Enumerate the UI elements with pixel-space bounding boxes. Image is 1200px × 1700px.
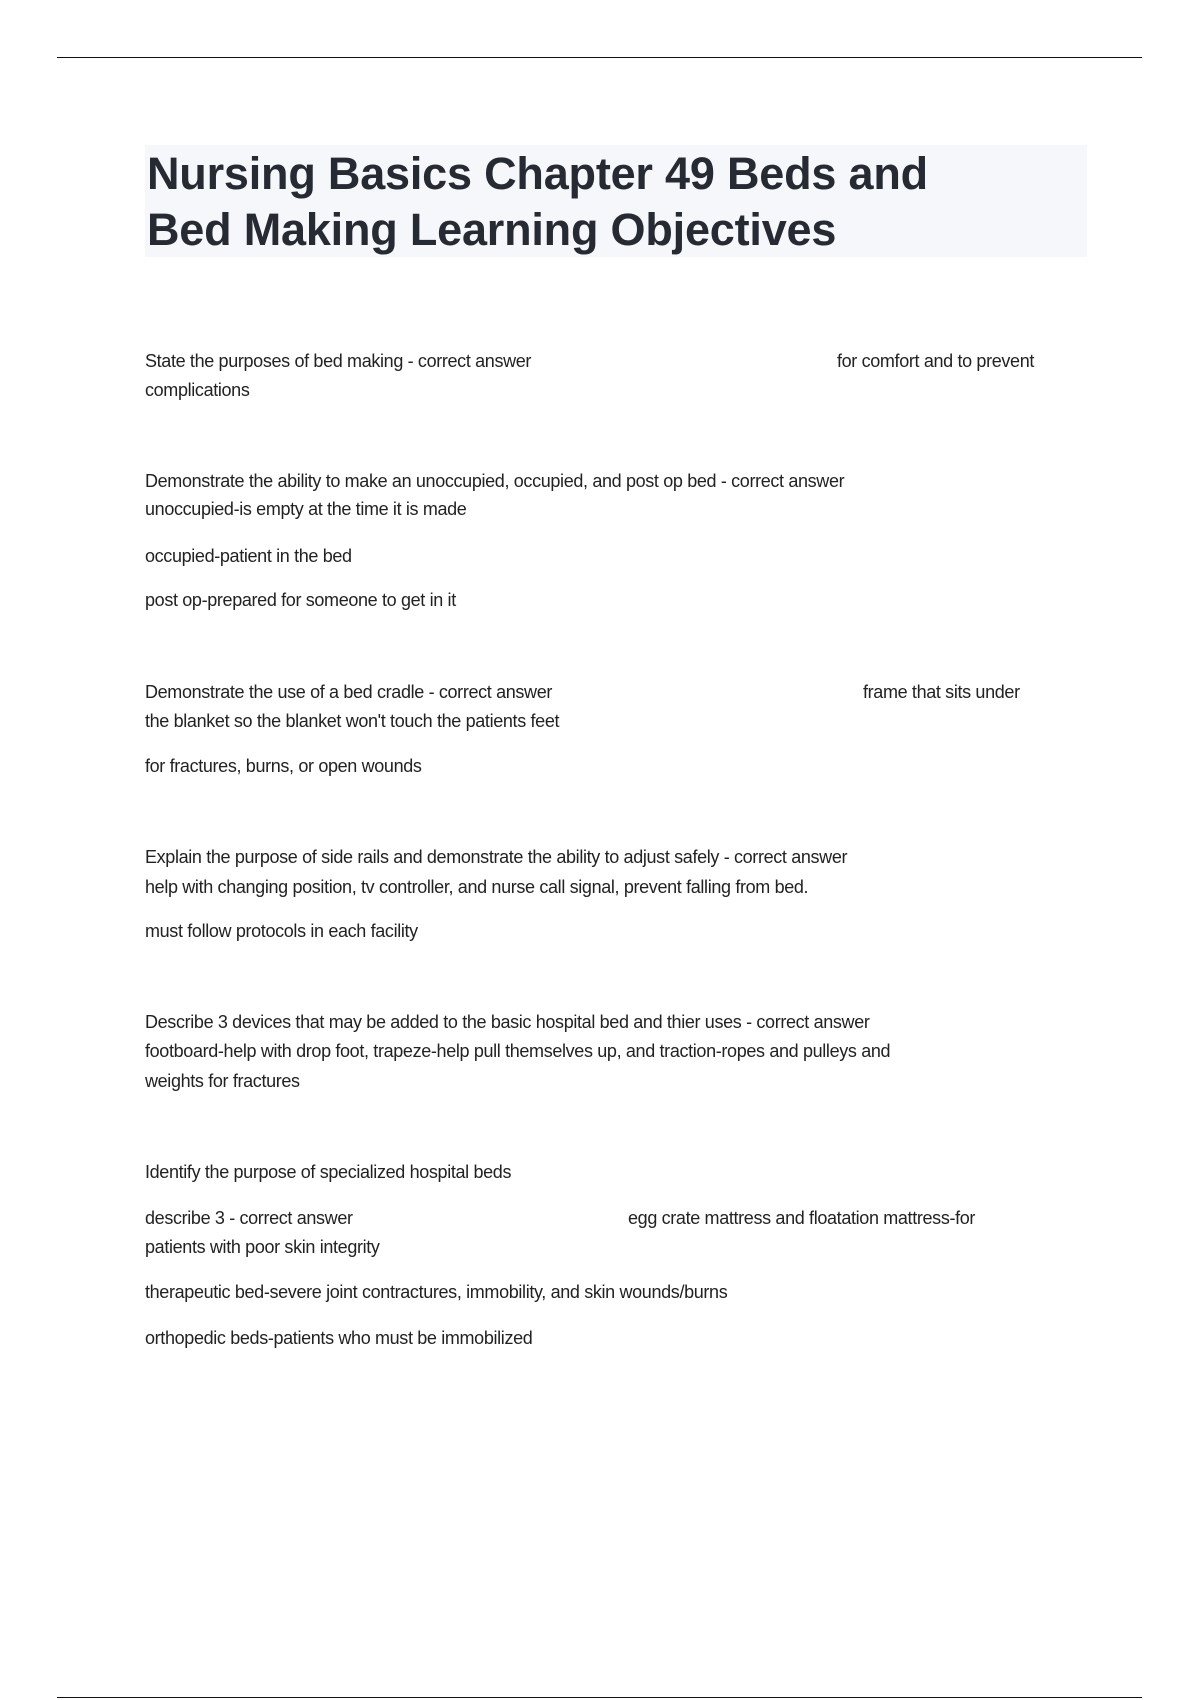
answer-5-line: weights for fractures [145, 1071, 300, 1091]
answer-4-line: must follow protocols in each facility [145, 921, 418, 941]
answer-5-line: footboard-help with drop foot, trapeze-help pull themselves up, and traction-ropes and pulleys and [145, 1041, 891, 1061]
question-5: Describe 3 devices that may be added to the basic hospital bed and thier uses - correct answer [145, 1012, 870, 1032]
bottom-rule [57, 1697, 1142, 1698]
answer-6-line: therapeutic bed-severe joint contractures, immobility, and skin wounds/burns [145, 1282, 728, 1302]
answer-6-line: patients with poor skin integrity [145, 1237, 380, 1257]
answer-3-line: the blanket so the blanket won't touch the patients feet [145, 711, 560, 731]
top-rule [57, 57, 1142, 58]
question-6-sub: describe 3 - correct answer [145, 1208, 353, 1228]
answer-3-start: frame that sits under [863, 682, 1020, 702]
question-4: Explain the purpose of side rails and demonstrate the ability to adjust safely - correct answer [145, 847, 848, 867]
page-title [147, 146, 928, 258]
answer-2-line: post op-prepared for someone to get in it [145, 590, 456, 610]
question-6: Identify the purpose of specialized hospital beds [145, 1162, 512, 1182]
answer-6-line: orthopedic beds-patients who must be immobilized [145, 1328, 533, 1348]
title-line-2: Bed Making Learning Objectives [147, 204, 837, 255]
answer-1-start: for comfort and to prevent [837, 351, 1035, 371]
question-2: Demonstrate the ability to make an unoccupied, occupied, and post op bed - correct answer [145, 471, 845, 491]
title-line-1: Nursing Basics Chapter 49 Beds and [147, 148, 928, 199]
answer-6-start: egg crate mattress and floatation mattress-for [628, 1208, 976, 1228]
answer-4-line: help with changing position, tv controller, and nurse call signal, prevent falling from bed. [145, 877, 809, 897]
answer-2-line: unoccupied-is empty at the time it is made [145, 499, 467, 519]
question-3: Demonstrate the use of a bed cradle - correct answer [145, 682, 553, 702]
answer-3-line: for fractures, burns, or open wounds [145, 756, 422, 776]
question-1: State the purposes of bed making - correct answer [145, 351, 532, 371]
answer-2-line: occupied-patient in the bed [145, 546, 352, 566]
answer-1-line: complications [145, 380, 250, 400]
